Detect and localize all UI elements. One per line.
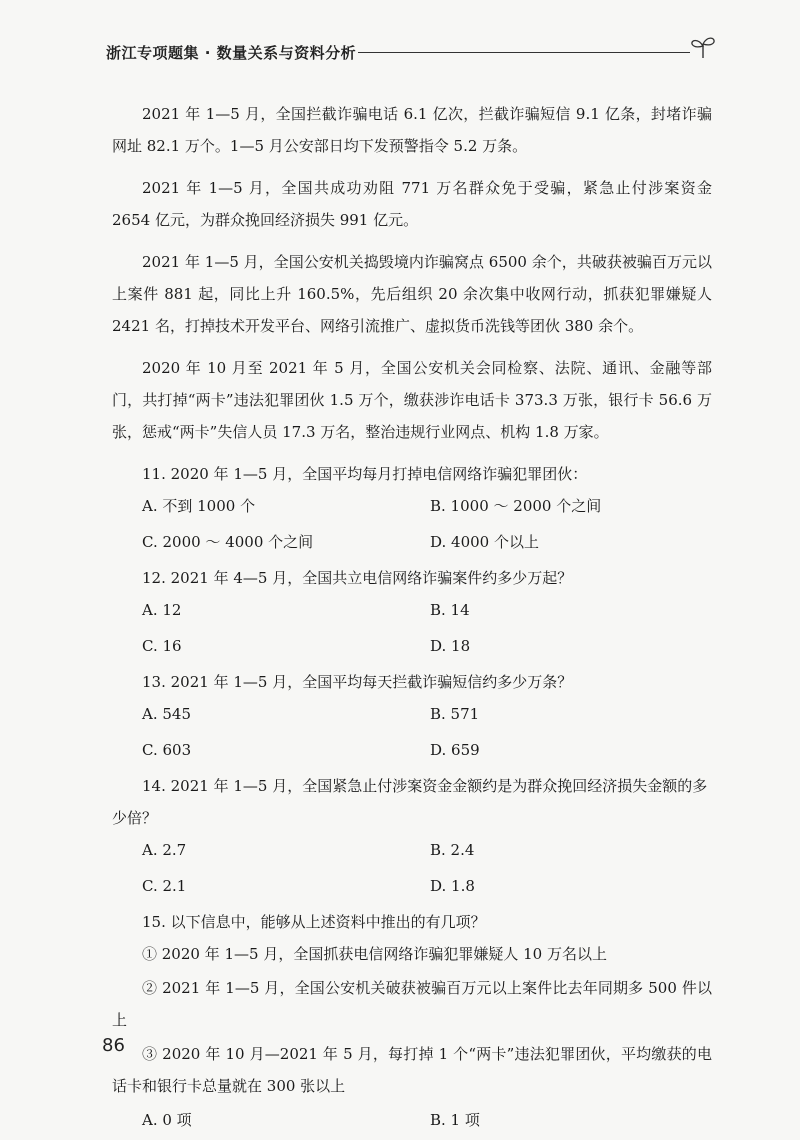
option-a: A. 12 (142, 601, 182, 619)
option-a: A. 545 (142, 705, 191, 723)
header-rule (358, 52, 690, 53)
paragraph-2: 2021 年 1—5 月，全国共成功劝阻 771 万名群众免于受骗，紧急止付涉案资金 2654 亿元，为群众挽回经济损失 991 亿元。 (112, 179, 712, 229)
option-b: B. 571 (430, 705, 480, 723)
option-b: B. 2.4 (430, 841, 475, 859)
option-row (112, 870, 712, 902)
option-row (112, 834, 712, 866)
option-b: B. 1 项 (430, 1111, 480, 1129)
option-c: C. 2.1 (142, 877, 187, 895)
option-row (112, 1104, 712, 1136)
option-c: C. 16 (142, 637, 182, 655)
page-number: 86 (102, 1035, 125, 1056)
paragraph-3: 2021 年 1—5 月，全国公安机关捣毁境内诈骗窝点 6500 余个，共破获被骗百万元以上案件 881 起，同比上升 160.5%，先后组织 20 余次集中收网行动，抓获犯罪嫌疑人 2421 名，打掉技术开发平台、网络引流推广、虚拟货币洗钱等团伙 380 余个。 (112, 253, 712, 335)
paragraph-1: 2021 年 1—5 月，全国拦截诈骗电话 6.1 亿次，拦截诈骗短信 9.1 亿条，封堵诈骗网址 82.1 万个。1—5 月公安部日均下发预警指令 5.2 万条。 (112, 105, 712, 155)
question-15 (112, 906, 712, 1136)
option-row (112, 594, 712, 626)
statement-2: ② 2021 年 1—5 月，全国公安机关破获被骗百万元以上案件比去年同期多 500 件以上 (112, 979, 712, 1029)
paragraph-4: 2020 年 10 月至 2021 年 5 月，全国公安机关会同检察、法院、通讯、金融等部门，共打掉“两卡”违法犯罪团伙 1.5 万个，缴获涉诈电话卡 373.3 万张，银行卡 56.6 万张，惩戒“两卡”失信人员 17.3 万名，整治违规行业网点、机构 1.8 万家。 (112, 359, 712, 441)
statement-1: ① 2020 年 1—5 月，全国抓获电信网络诈骗犯罪嫌疑人 10 万名以上 (142, 945, 607, 963)
question-stem: 11. 2020 年 1—5 月，全国平均每月打掉电信网络诈骗犯罪团伙： (142, 465, 588, 483)
question-stem: 12. 2021 年 4—5 月，全国共立电信网络诈骗案件约多少万起？ (142, 569, 573, 587)
question-14 (112, 770, 712, 902)
option-a: A. 不到 1000 个 (142, 497, 256, 515)
question-12 (112, 562, 712, 662)
option-d: D. 659 (430, 741, 480, 759)
option-d: D. 18 (430, 637, 471, 655)
question-stem: 15. 以下信息中，能够从上述资料中推出的有几项？ (142, 913, 486, 931)
option-row (112, 734, 712, 766)
option-row (112, 526, 712, 558)
option-b: B. 14 (430, 601, 470, 619)
option-a: A. 2.7 (142, 841, 187, 859)
running-header (106, 40, 720, 68)
header-title: 浙江专项题集 · 数量关系与资料分析 (106, 44, 357, 62)
option-a: A. 0 项 (142, 1111, 192, 1129)
statement-3: ③ 2020 年 10 月—2021 年 5 月，每打掉 1 个“两卡”违法犯罪团伙，平均缴获的电话卡和银行卡总量就在 300 张以上 (112, 1045, 712, 1095)
page-content (112, 98, 712, 1140)
option-row (112, 698, 712, 730)
option-d: D. 1.8 (430, 877, 475, 895)
option-row (112, 630, 712, 662)
question-13 (112, 666, 712, 766)
question-11 (112, 458, 712, 558)
question-stem: 13. 2021 年 1—5 月，全国平均每天拦截诈骗短信约多少万条？ (142, 673, 573, 691)
option-row (112, 490, 712, 522)
question-stem: 14. 2021 年 1—5 月，全国紧急止付涉案资金金额约是为群众挽回经济损失金额的多少倍？ (112, 777, 708, 827)
option-c: C. 2000 ～ 4000 个之间 (142, 533, 314, 551)
option-b: B. 1000 ～ 2000 个之间 (430, 497, 602, 515)
sprout-icon (688, 34, 718, 60)
option-d: D. 4000 个以上 (430, 533, 539, 551)
option-c: C. 603 (142, 741, 192, 759)
